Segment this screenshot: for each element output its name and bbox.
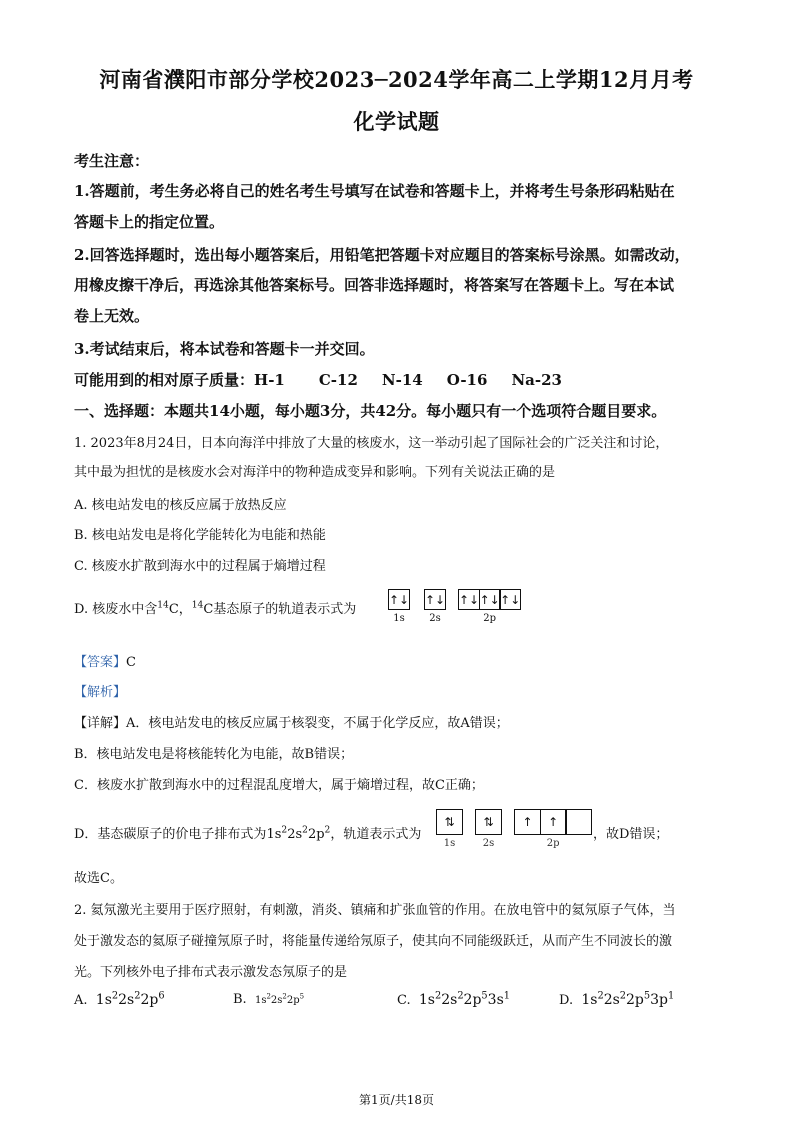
q2-stem: 处于激发态的氦原子碰撞氖原子时，将能量传递给氖原子，使其向不同能级跃迁，从而产生不同波长的激 [74, 934, 673, 949]
orbital-box: ↑↓ [479, 589, 501, 610]
isotope-element: C [203, 602, 214, 617]
mass-c: C-12 [318, 371, 358, 389]
q1-option-c: C. 核废水扩散到海水中的过程属于熵增过程 [74, 559, 326, 574]
isotope-mass: 14 [157, 600, 169, 611]
section-heading: 一、选择题：本题共14小题，每小题3分，共42分。每小题只有一个选项符合题目要求。 [74, 402, 667, 420]
answer-tag: 【答案】 [74, 655, 127, 670]
q1-conclusion: 故选C。 [74, 871, 123, 886]
q1-option-d [74, 598, 356, 617]
detail-tag: 【详解】 [74, 716, 127, 731]
option-config: $1s^22s^22p^6$ [95, 990, 165, 1008]
q2-option-a [74, 992, 165, 1008]
option-config: $1s^22s^22p^5$ [254, 992, 305, 1006]
notice-line: 1.答题前，考生务必将自己的姓名考生号填写在试卷和答题卡上，并将考生号条形码粘贴在 [74, 182, 675, 200]
q2-stem: 2. 氦氖激光主要用于医疗照射，有刺激，消炎、镇痛和扩张血管的作用。在放电管中的氦氖原子气体，当 [74, 903, 676, 918]
notice-line: 2.回答选择题时，选出每小题答案后，用铅笔把答题卡对应题目的答案标号涂黑。如需改动， [74, 246, 690, 264]
option-label: B. [233, 992, 247, 1007]
page-number: 第1页/共18页 [359, 1093, 434, 1107]
option-label: A. [74, 993, 88, 1008]
orbital-box: ↑↓ [388, 589, 410, 610]
mass-h: H-1 [254, 371, 285, 389]
notice-line: 3.考试结束后，将本试卷和答题卡一并交回。 [74, 340, 375, 358]
q1-option-d-suffix: 基态原子的轨道表示式为 [213, 602, 357, 617]
orbital-label: 1s [443, 838, 456, 849]
notice-line: 答题卡上的指定位置。 [74, 213, 225, 231]
orbital-box: ⇅ [475, 809, 502, 835]
isotope-mass: 14 [191, 600, 204, 611]
option-label: C. [397, 993, 411, 1008]
atomic-masses [74, 369, 562, 390]
orbital-label: 2s [429, 613, 441, 624]
orbital-1s [388, 589, 410, 624]
orbital-label: 2p [483, 613, 496, 624]
q2-stem: 光。下列核外电子排布式表示激发态氖原子的是 [74, 965, 348, 980]
orbital-box: ⇅ [436, 809, 463, 835]
q1-detail-a [74, 712, 509, 731]
q1-option-a: A. 核电站发电的核反应属于放热反应 [74, 498, 287, 513]
notice-heading: 考生注意： [74, 152, 150, 170]
orbital-box: ↑↓ [458, 589, 480, 610]
answer-value: C [126, 655, 136, 670]
q2-option-c [397, 992, 510, 1008]
orbital-label: 2p [546, 838, 560, 849]
analysis-tag: 【解析】 [74, 685, 127, 700]
orbital-2s [424, 589, 446, 624]
orbital-diagram-detail [436, 809, 592, 849]
q1-stem: 1. 2023年8月24日，日本向海洋中排放了大量的核废水，这一举动引起了国际社会的广泛关注和讨论， [74, 436, 669, 451]
orbital-2p [514, 809, 592, 849]
notice-line: 卷上无效。 [74, 307, 150, 325]
detail-d-prefix: D．基态碳原子的价电子排布式为 [74, 827, 267, 842]
q1-option-d-prefix: D. 核废水中含 [74, 602, 158, 617]
exam-title: 河南省濮阳市部分学校2023─2024学年高二上学期12月月考 [99, 67, 694, 92]
q1-stem: 其中最为担忧的是核废水会对海洋中的物种造成变异和影响。下列有关说法正确的是 [74, 465, 556, 480]
orbital-box [565, 809, 592, 835]
q1-answer [74, 651, 136, 670]
mass-o: O-16 [446, 371, 488, 389]
isotope-element: C， [168, 602, 192, 617]
detail-text: A．核电站发电的核反应属于核裂变，不属于化学反应，故A错误； [126, 716, 509, 731]
option-config: $1s^22s^22p^53p^1$ [581, 990, 675, 1008]
exam-subject: 化学试题 [353, 109, 440, 134]
detail-d-suffix: ，故D错误； [593, 827, 669, 842]
q2-option-b [233, 992, 304, 1007]
orbital-box: ↑↓ [424, 589, 446, 610]
option-config: $1s^22s^22p^53s^1$ [418, 990, 510, 1008]
option-label: D. [559, 993, 574, 1008]
orbital-2p [458, 589, 521, 624]
mass-na: Na-23 [511, 371, 562, 389]
q1-detail-d [74, 823, 421, 842]
orbital-box: ↑ [540, 809, 567, 835]
orbital-label: 2s [482, 838, 495, 849]
mass-n: N-14 [381, 371, 423, 389]
q1-option-b: B. 核电站发电是将化学能转化为电能和热能 [74, 528, 326, 543]
q2-option-d [559, 992, 674, 1008]
orbital-1s [436, 809, 463, 849]
orbital-box: ↑↓ [499, 589, 521, 610]
atomic-masses-label: 可能用到的相对原子质量： [74, 371, 255, 389]
orbital-2s [475, 809, 502, 849]
electron-config: $1s^22s^22p^2$ [266, 825, 331, 842]
detail-d-mid: ，轨道表示式为 [330, 827, 422, 842]
orbital-label: 1s [393, 613, 405, 624]
orbital-diagram-option-d [388, 589, 521, 624]
q1-detail-c: C．核废水扩散到海水中的过程混乱度增大，属于熵增过程，故C正确； [74, 778, 484, 793]
orbital-box: ↑ [514, 809, 541, 835]
q1-detail-b: B．核电站发电是将核能转化为电能，故B错误； [74, 747, 354, 762]
notice-line: 用橡皮擦干净后，再选涂其他答案标号。回答非选择题时，将答案写在答题卡上。写在本试 [74, 276, 675, 294]
